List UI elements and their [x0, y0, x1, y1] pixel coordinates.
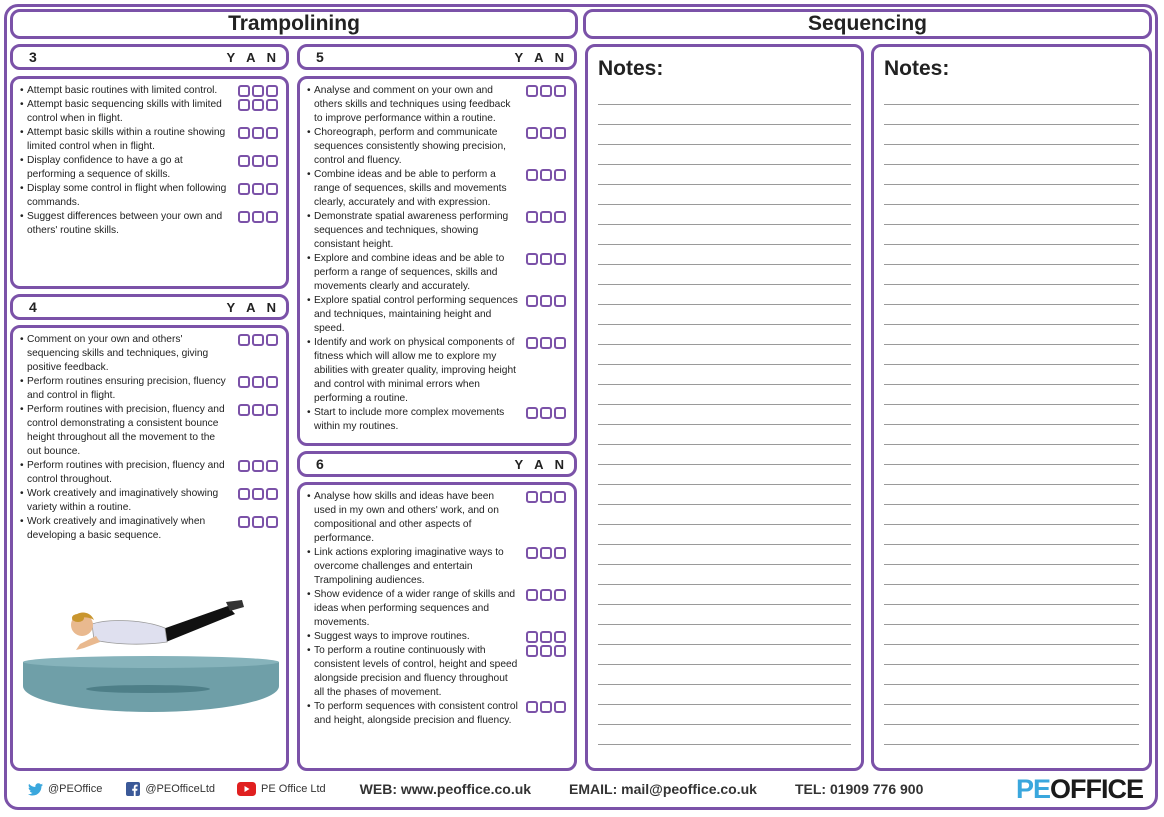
checkbox-almost[interactable] [540, 407, 552, 419]
notes-lines[interactable] [598, 85, 851, 758]
level-3-criteria [10, 76, 289, 289]
criterion-text: To perform a routine continuously with consistent levels of control, height and speed alongside precision and fluency throughout all the phases of movement. [314, 645, 518, 698]
web-address[interactable]: WEB: www.peoffice.co.uk [359, 781, 532, 797]
checkbox-almost[interactable] [540, 211, 552, 223]
notes-title: Notes: [884, 57, 950, 80]
yan-checkboxes [526, 631, 566, 643]
yan-checkboxes [526, 127, 566, 139]
checkbox-almost[interactable] [252, 488, 264, 500]
criterion-text: Perform routines with precision, fluency and control demonstrating a consistent bounce height throughout all the movement to the out bounce. [27, 404, 225, 457]
criterion-text: Combine ideas and be able to perform a range of sequences, skills and movements clearly, accurately and with expression. [314, 169, 507, 208]
checkbox-no[interactable] [554, 211, 566, 223]
checkbox-almost[interactable] [252, 334, 264, 346]
criterion-text: Comment on your own and others' sequencing skills and techniques, giving positive feedback. [27, 334, 209, 373]
checkbox-no[interactable] [266, 334, 278, 346]
checkbox-almost[interactable] [252, 85, 264, 97]
criterion-item: • Show evidence of a wider range of skills and ideas when performing sequences and movements. [307, 588, 570, 630]
criterion-text: Link actions exploring imaginative ways to overcome challenges and entertain Trampolining audiences. [314, 547, 504, 586]
checkbox-yes[interactable] [526, 491, 538, 503]
yan-checkboxes [526, 85, 566, 97]
criterion-text: Analyse how skills and ideas have been used in my own and others' work, and on compositional and other aspects of performance. [314, 491, 499, 544]
criterion-text: Attempt basic skills within a routine showing limited control when in flight. [27, 127, 226, 152]
checkbox-no[interactable] [266, 404, 278, 416]
yan-label: Y A N [514, 456, 568, 472]
criterion-text: Display some control in flight when following commands. [27, 183, 227, 208]
criterion-item: • Link actions exploring imaginative ways to overcome challenges and entertain Trampolining audiences. [307, 546, 570, 588]
checkbox-yes[interactable] [238, 155, 250, 167]
notes-panel-left[interactable] [585, 44, 864, 771]
criterion-item: • Explore and combine ideas and be able to perform a range of sequences, skills and movements clearly and accurately. [307, 252, 570, 294]
criterion-item: • Perform routines with precision, fluency and control demonstrating a consistent bounce height throughout all the movement to the out bounce. [20, 403, 282, 459]
checkbox-almost[interactable] [540, 253, 552, 265]
criterion-item: • To perform a routine continuously with consistent levels of control, height and speed alongside precision and fluency throughout all the phases of movement. [307, 644, 570, 700]
criterion-text: To perform sequences with consistent control and height, alongside precision and fluency. [314, 701, 518, 726]
checkbox-almost[interactable] [540, 645, 552, 657]
criterion-item: • Comment on your own and others' sequencing skills and techniques, giving positive feedback. [20, 333, 282, 375]
checkbox-yes[interactable] [526, 407, 538, 419]
checkbox-almost[interactable] [252, 183, 264, 195]
checkbox-yes[interactable] [526, 547, 538, 559]
criterion-item: • Suggest differences between your own and others' routine skills. [20, 210, 282, 238]
level-number: 4 [29, 299, 37, 315]
checkbox-yes[interactable] [526, 127, 538, 139]
checkbox-no[interactable] [266, 376, 278, 388]
level-5-header [297, 44, 577, 70]
yan-checkboxes [526, 645, 566, 657]
checkbox-yes[interactable] [238, 85, 250, 97]
criterion-text: Choreograph, perform and communicate sequences consistently showing precision, control and fluency. [314, 127, 506, 166]
criterion-text: Suggest ways to improve routines. [314, 631, 470, 642]
checkbox-yes[interactable] [526, 211, 538, 223]
criterion-text: Suggest differences between your own and others' routine skills. [27, 211, 223, 236]
checkbox-almost[interactable] [252, 404, 264, 416]
checkbox-yes[interactable] [526, 169, 538, 181]
level-6-header [297, 451, 577, 477]
facebook-icon [126, 782, 140, 796]
level-5-criteria [297, 76, 577, 446]
criterion-item: • Analyse how skills and ideas have been used in my own and others' work, and on compositional and other aspects of performance. [307, 490, 570, 546]
yan-checkboxes [238, 516, 278, 528]
sequencing-header [583, 9, 1152, 39]
trampoline-illustration [20, 598, 282, 718]
criterion-text: Identify and work on physical components of fitness which will allow me to explore my abilities with greater quality, improving height and control with minimal errors when performing a routine. [314, 337, 516, 404]
trampolining-header [10, 9, 578, 39]
criterion-item: • Choreograph, perform and communicate sequences consistently showing precision, control and fluency. [307, 126, 570, 168]
yan-checkboxes [526, 337, 566, 349]
level-4-criteria [10, 325, 289, 771]
checkbox-almost[interactable] [252, 155, 264, 167]
checkbox-almost[interactable] [540, 127, 552, 139]
criterion-item: • Attempt basic routines with limited control. [20, 84, 282, 98]
level-number: 6 [316, 456, 324, 472]
checkbox-almost[interactable] [540, 701, 552, 713]
yan-checkboxes [238, 99, 278, 111]
criterion-item: • Combine ideas and be able to perform a range of sequences, skills and movements clearly, accurately and with expression. [307, 168, 570, 210]
checkbox-almost[interactable] [252, 127, 264, 139]
checkbox-yes[interactable] [526, 645, 538, 657]
checkbox-almost[interactable] [540, 631, 552, 643]
checkbox-yes[interactable] [238, 183, 250, 195]
criterion-item: • Identify and work on physical components of fitness which will allow me to explore my abilities with greater quality, improving height and control with minimal errors when performing a routine. [307, 336, 570, 406]
level-3-header [10, 44, 289, 70]
checkbox-no[interactable] [554, 127, 566, 139]
checkbox-almost[interactable] [540, 85, 552, 97]
checkbox-yes[interactable] [238, 460, 250, 472]
checkbox-no[interactable] [554, 337, 566, 349]
yan-checkboxes [526, 407, 566, 419]
criterion-text: Explore and combine ideas and be able to perform a range of sequences, skills and movements clearly and accurately. [314, 253, 505, 292]
checkbox-almost[interactable] [540, 589, 552, 601]
criterion-item: • Work creatively and imaginatively showing variety within a routine. [20, 487, 282, 515]
yan-checkboxes [238, 404, 278, 416]
checkbox-almost[interactable] [540, 547, 552, 559]
criterion-item: • Display confidence to have a go at performing a sequence of skills. [20, 154, 282, 182]
checkbox-yes[interactable] [238, 334, 250, 346]
yan-checkboxes [526, 211, 566, 223]
checkbox-no[interactable] [554, 701, 566, 713]
email-address[interactable]: EMAIL: mail@peoffice.co.uk [569, 781, 757, 797]
checkbox-yes[interactable] [238, 488, 250, 500]
checkbox-yes[interactable] [238, 404, 250, 416]
checkbox-yes[interactable] [238, 516, 250, 528]
peoffice-logo: PEOFFICE [1015, 774, 1143, 804]
criterion-item: • Demonstrate spatial awareness performing sequences and techniques, showing consistant height. [307, 210, 570, 252]
header-title-right: Sequencing [807, 12, 928, 35]
criterion-text: Perform routines with precision, fluency and control throughout. [27, 460, 225, 485]
checkbox-no[interactable] [266, 127, 278, 139]
checkbox-no[interactable] [266, 516, 278, 528]
checkbox-no[interactable] [554, 407, 566, 419]
criterion-item: • Perform routines with precision, fluency and control throughout. [20, 459, 282, 487]
twitter-handle[interactable]: @PEOffice [28, 783, 102, 796]
criterion-text: Attempt basic sequencing skills with limited control when in flight. [27, 99, 222, 124]
checkbox-no[interactable] [266, 85, 278, 97]
telephone-number: TEL: 01909 776 900 [794, 781, 924, 797]
criterion-text: Work creatively and imaginatively showing variety within a routine. [27, 488, 219, 513]
checkbox-no[interactable] [266, 99, 278, 111]
criterion-item: • Display some control in flight when following commands. [20, 182, 282, 210]
yan-checkboxes [238, 155, 278, 167]
criterion-text: Start to include more complex movements within my routines. [314, 407, 505, 432]
criterion-text: Display confidence to have a go at performing a sequence of skills. [27, 155, 183, 180]
checkbox-almost[interactable] [540, 337, 552, 349]
criterion-text: Attempt basic routines with limited control. [27, 85, 218, 96]
youtube-icon [237, 782, 256, 796]
checkbox-no[interactable] [554, 169, 566, 181]
yan-checkboxes [526, 701, 566, 713]
criterion-item: • Suggest ways to improve routines. [307, 630, 570, 644]
footer [10, 772, 1153, 806]
facebook-handle[interactable]: @PEOfficeLtd [126, 782, 215, 796]
youtube-channel[interactable]: PE Office Ltd [237, 782, 326, 796]
criterion-item: • To perform sequences with consistent control and height, alongside precision and fluency. [307, 700, 570, 728]
checkbox-yes[interactable] [526, 295, 538, 307]
criterion-item: • Attempt basic skills within a routine showing limited control when in flight. [20, 126, 282, 154]
twitter-icon [28, 783, 43, 796]
header-title-left: Trampolining [228, 12, 360, 35]
checkbox-yes[interactable] [526, 337, 538, 349]
criterion-item: • Analyse and comment on your own and others skills and techniques using feedback to improve performance within a routine. [307, 84, 570, 126]
checkbox-no[interactable] [554, 589, 566, 601]
checkbox-no[interactable] [554, 491, 566, 503]
checkbox-almost[interactable] [252, 516, 264, 528]
checkbox-yes[interactable] [526, 701, 538, 713]
checkbox-almost[interactable] [540, 295, 552, 307]
checkbox-yes[interactable] [238, 376, 250, 388]
checkbox-almost[interactable] [252, 211, 264, 223]
yan-checkboxes [238, 211, 278, 223]
criterion-text: Explore spatial control performing sequences and techniques, maintaining height and speed. [314, 295, 518, 334]
level-number: 5 [316, 49, 324, 65]
checkbox-no[interactable] [266, 460, 278, 472]
checkbox-yes[interactable] [526, 631, 538, 643]
yan-checkboxes [238, 127, 278, 139]
notes-lines[interactable] [884, 85, 1139, 758]
yan-checkboxes [526, 547, 566, 559]
yan-checkboxes [526, 491, 566, 503]
criterion-item: • Attempt basic sequencing skills with limited control when in flight. [20, 98, 282, 126]
checkbox-almost[interactable] [252, 460, 264, 472]
checkbox-almost[interactable] [540, 491, 552, 503]
level-6-criteria [297, 482, 577, 771]
yan-checkboxes [526, 169, 566, 181]
yan-checkboxes [238, 488, 278, 500]
checkbox-no[interactable] [554, 253, 566, 265]
criterion-item: • Explore spatial control performing sequences and techniques, maintaining height and speed. [307, 294, 570, 336]
yan-checkboxes [526, 253, 566, 265]
checkbox-yes[interactable] [238, 99, 250, 111]
checkbox-no[interactable] [554, 547, 566, 559]
notes-panel-right[interactable] [871, 44, 1152, 771]
yan-checkboxes [526, 295, 566, 307]
checkbox-yes[interactable] [238, 211, 250, 223]
checkbox-yes[interactable] [238, 127, 250, 139]
yan-checkboxes [238, 376, 278, 388]
criterion-text: Work creatively and imaginatively when developing a basic sequence. [27, 516, 206, 541]
criterion-item: • Work creatively and imaginatively when developing a basic sequence. [20, 515, 282, 543]
checkbox-almost[interactable] [252, 99, 264, 111]
yan-checkboxes [238, 460, 278, 472]
checkbox-yes[interactable] [526, 85, 538, 97]
checkbox-no[interactable] [266, 183, 278, 195]
checkbox-almost[interactable] [540, 169, 552, 181]
checkbox-almost[interactable] [252, 376, 264, 388]
checkbox-no[interactable] [266, 155, 278, 167]
notes-title: Notes: [598, 57, 664, 80]
criterion-text: Analyse and comment on your own and others skills and techniques using feedback to improve performance within a routine. [314, 85, 511, 124]
yan-label: Y A N [226, 49, 280, 65]
yan-checkboxes [238, 85, 278, 97]
criterion-text: Show evidence of a wider range of skills and ideas when performing sequences and movements. [314, 589, 516, 628]
checkbox-yes[interactable] [526, 589, 538, 601]
criterion-text: Perform routines ensuring precision, fluency and control in flight. [27, 376, 226, 401]
checkbox-no[interactable] [266, 488, 278, 500]
checkbox-no[interactable] [554, 631, 566, 643]
criterion-item: • Start to include more complex movements within my routines. [307, 406, 570, 434]
gymnast-figure [71, 600, 244, 650]
checkbox-no[interactable] [554, 85, 566, 97]
checkbox-no[interactable] [554, 645, 566, 657]
yan-checkboxes [526, 589, 566, 601]
yan-label: Y A N [226, 299, 280, 315]
yan-checkboxes [238, 183, 278, 195]
level-4-header [10, 294, 289, 320]
checkbox-no[interactable] [554, 295, 566, 307]
level-number: 3 [29, 49, 37, 65]
criterion-item: • Perform routines ensuring precision, fluency and control in flight. [20, 375, 282, 403]
checkbox-yes[interactable] [526, 253, 538, 265]
criterion-text: Demonstrate spatial awareness performing sequences and techniques, showing consistant height. [314, 211, 509, 250]
yan-checkboxes [238, 334, 278, 346]
checkbox-no[interactable] [266, 211, 278, 223]
yan-label: Y A N [514, 49, 568, 65]
